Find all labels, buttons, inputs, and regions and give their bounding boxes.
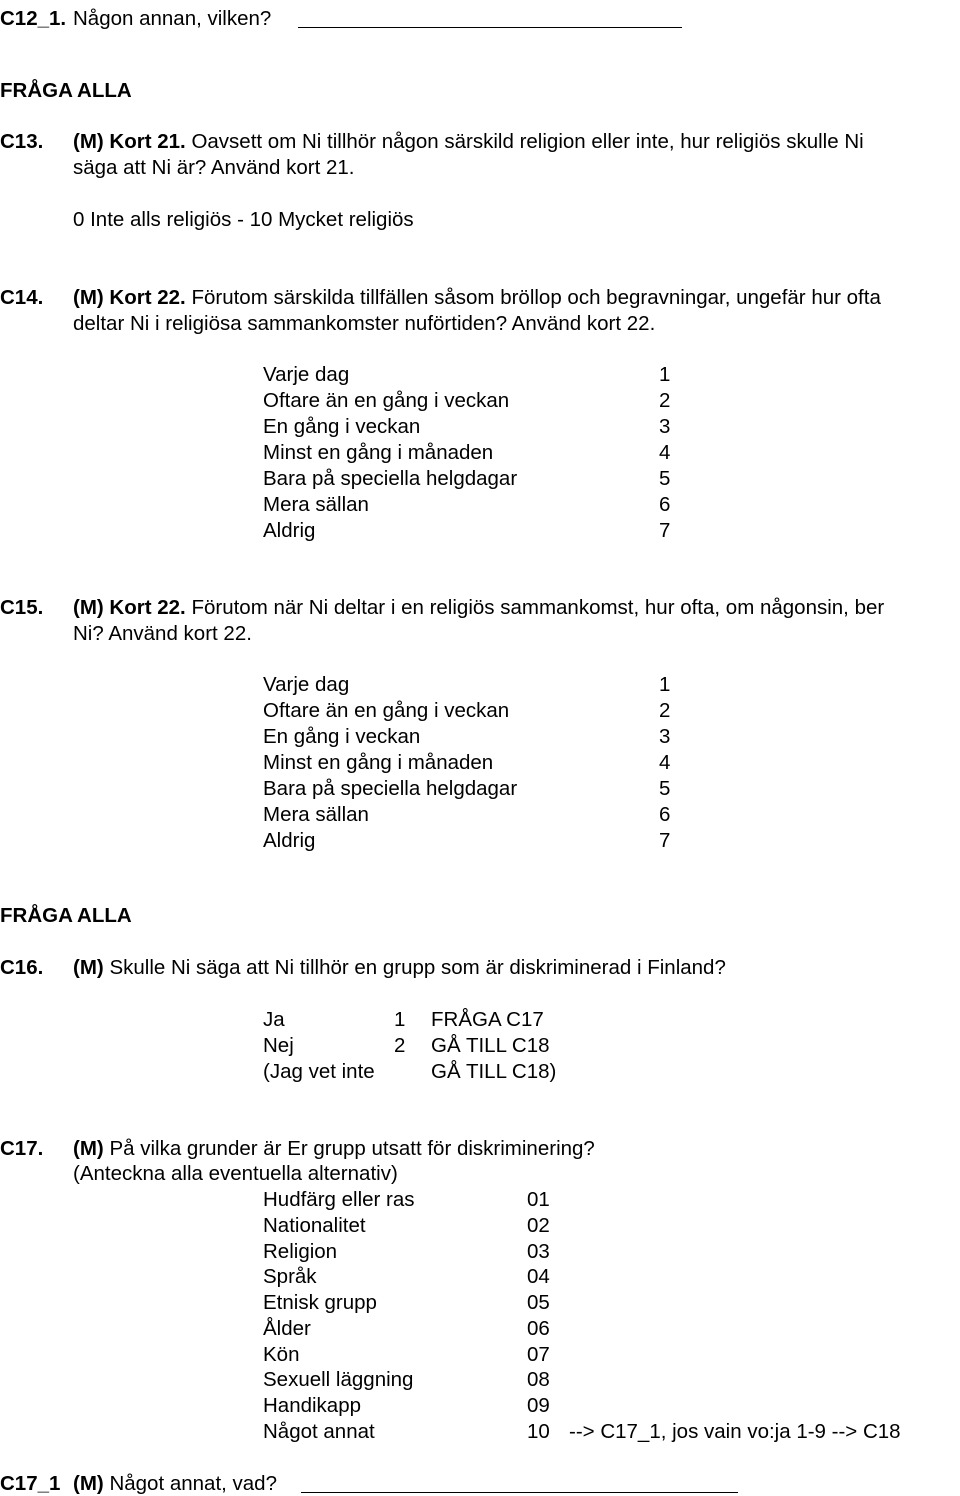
question-id-c13: C13. xyxy=(0,130,44,153)
option-code: 07 xyxy=(527,1343,550,1366)
option-label: Ja xyxy=(263,1008,285,1031)
question-id-c16: C16. xyxy=(0,956,44,979)
option-label: Nej xyxy=(263,1034,294,1057)
question-text-c14 xyxy=(73,288,881,309)
question-text-c17 xyxy=(73,1139,595,1160)
question-text-c12-1: Någon annan, vilken? xyxy=(73,7,272,30)
option-label: Kön xyxy=(263,1343,300,1366)
option-label: En gång i veckan xyxy=(263,415,421,438)
option-code: 01 xyxy=(527,1188,550,1211)
option-code: 6 xyxy=(659,803,671,826)
question-prefix-c16: (M) xyxy=(73,956,104,979)
scale-text-c13: 0 Inte alls religiös - 10 Mycket religiös xyxy=(73,208,414,231)
option-route: FRÅGA C17 xyxy=(431,1008,544,1031)
question-line2-c13: säga att Ni är? Använd kort 21. xyxy=(73,156,355,179)
option-code: 05 xyxy=(527,1291,550,1314)
option-label: Varje dag xyxy=(263,673,350,696)
option-code: 06 xyxy=(527,1317,550,1340)
option-label: Språk xyxy=(263,1265,317,1288)
option-label: Sexuell läggning xyxy=(263,1368,414,1391)
option-code: 7 xyxy=(659,519,671,542)
option-code: 2 xyxy=(659,699,671,722)
option-label: Religion xyxy=(263,1240,338,1263)
answer-line-c17-1[interactable] xyxy=(301,1492,738,1493)
question-prefix-c14: (M) Kort 22. xyxy=(73,286,186,309)
option-label: Varje dag xyxy=(263,363,350,386)
question-line2-c14: deltar Ni i religiösa sammankomster nuförtiden? Använd kort 22. xyxy=(73,312,656,335)
option-code: 09 xyxy=(527,1394,550,1417)
option-code: 2 xyxy=(394,1034,406,1057)
question-id-c15: C15. xyxy=(0,596,44,619)
option-code: 3 xyxy=(659,725,671,748)
question-text-c15 xyxy=(73,598,884,619)
option-label: Aldrig xyxy=(263,519,316,542)
question-id-c17-1: C17_1 xyxy=(0,1472,61,1495)
option-route: GÅ TILL C18 xyxy=(431,1034,550,1057)
question-body-c17-1: Något annat, vad? xyxy=(109,1472,277,1495)
answer-line-c12-1[interactable] xyxy=(298,27,682,28)
option-label: Ålder xyxy=(263,1317,311,1340)
option-code: 3 xyxy=(659,415,671,438)
option-label: Handikapp xyxy=(263,1394,362,1417)
option-label: Bara på speciella helgdagar xyxy=(263,467,518,490)
option-code: 2 xyxy=(659,389,671,412)
option-code: 1 xyxy=(394,1008,406,1031)
option-code: 08 xyxy=(527,1368,550,1391)
option-label: En gång i veckan xyxy=(263,725,421,748)
option-code: 4 xyxy=(659,441,671,464)
question-id-c17: C17. xyxy=(0,1137,44,1160)
question-text-c16 xyxy=(73,958,726,979)
option-route: --> C17_1, jos vain vo:ja 1-9 --> C18 xyxy=(569,1420,901,1443)
option-label: Nationalitet xyxy=(263,1214,366,1237)
option-label: Minst en gång i månaden xyxy=(263,751,494,774)
option-route: GÅ TILL C18) xyxy=(431,1060,557,1083)
question-line1-c13: Oavsett om Ni tillhör någon särskild religion eller inte, hur religiös skulle Ni xyxy=(191,130,864,153)
question-line1-c15: Förutom när Ni deltar i en religiös sammankomst, hur ofta, om någonsin, ber xyxy=(191,596,885,619)
option-code: 7 xyxy=(659,829,671,852)
option-label: Något annat xyxy=(263,1420,375,1443)
option-code: 03 xyxy=(527,1240,550,1263)
option-label: Etnisk grupp xyxy=(263,1291,377,1314)
option-code: 5 xyxy=(659,777,671,800)
option-label: Aldrig xyxy=(263,829,316,852)
question-text-c13 xyxy=(73,132,864,153)
question-line1-c14: Förutom särskilda tillfällen såsom bröllop och begravningar, ungefär hur ofta xyxy=(191,286,881,309)
question-prefix-c13: (M) Kort 21. xyxy=(73,130,186,153)
option-code: 02 xyxy=(527,1214,550,1237)
option-label: Oftare än en gång i veckan xyxy=(263,389,510,412)
question-prefix-c17-1: (M) xyxy=(73,1472,104,1495)
option-code: 04 xyxy=(527,1265,550,1288)
option-code: 5 xyxy=(659,467,671,490)
option-label: Oftare än en gång i veckan xyxy=(263,699,510,722)
option-code: 1 xyxy=(659,673,671,696)
option-code: 10 xyxy=(527,1420,550,1443)
option-label: Hudfärg eller ras xyxy=(263,1188,415,1211)
instruction-ask-all: FRÅGA ALLA xyxy=(0,904,132,927)
option-label: Mera sällan xyxy=(263,493,369,516)
option-label: (Jag vet inte xyxy=(263,1060,375,1083)
instruction-ask-all: FRÅGA ALLA xyxy=(0,79,132,102)
option-code: 1 xyxy=(659,363,671,386)
question-id-c12-1: C12_1. xyxy=(0,7,67,30)
question-body-c16: Skulle Ni säga att Ni tillhör en grupp som är diskriminerad i Finland? xyxy=(109,956,726,979)
question-prefix-c15: (M) Kort 22. xyxy=(73,596,186,619)
option-code: 4 xyxy=(659,751,671,774)
question-text-c17-1 xyxy=(73,1474,277,1495)
instruction-note-c17: (Anteckna alla eventuella alternativ) xyxy=(73,1162,398,1185)
option-label: Mera sällan xyxy=(263,803,369,826)
option-label: Minst en gång i månaden xyxy=(263,441,494,464)
question-id-c14: C14. xyxy=(0,286,44,309)
question-line2-c15: Ni? Använd kort 22. xyxy=(73,622,252,645)
question-body-c17: På vilka grunder är Er grupp utsatt för diskriminering? xyxy=(109,1137,595,1160)
option-label: Bara på speciella helgdagar xyxy=(263,777,518,800)
option-code: 6 xyxy=(659,493,671,516)
question-prefix-c17: (M) xyxy=(73,1137,104,1160)
